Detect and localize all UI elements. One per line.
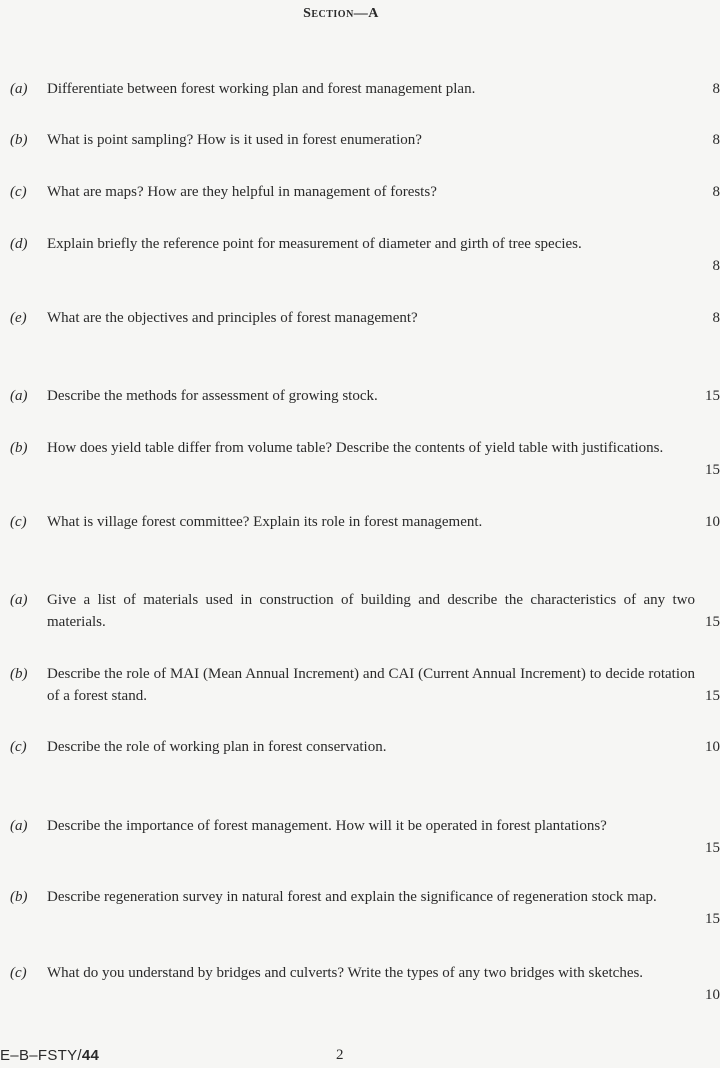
- question-label: (b): [10, 666, 28, 682]
- question-text: Describe the methods for assessment of growing stock.: [47, 388, 378, 404]
- question-label: (b): [10, 132, 28, 148]
- question-4c: [10, 962, 720, 1006]
- question-text: Describe the role of MAI (Mean Annual Increment) and CAI (Current Annual Increment) to decide rotation of a forest stand.: [47, 666, 695, 704]
- question-text: How does yield table differ from volume table? Describe the contents of yield table with justifications.: [47, 440, 664, 456]
- question-1d: [10, 233, 720, 277]
- question-text: Describe regeneration survey in natural forest and explain the significance of regeneration stock map.: [47, 889, 657, 905]
- question-text: What are the objectives and principles of forest management?: [47, 310, 418, 326]
- paper-code-number: 44: [81, 1047, 100, 1064]
- question-marks: 15: [705, 614, 720, 630]
- question-4a: [10, 815, 720, 859]
- question-marks: 15: [705, 911, 720, 927]
- question-label: (a): [10, 81, 28, 97]
- question-label: (b): [10, 440, 28, 456]
- question-text: What is point sampling? How is it used in forest enumeration?: [47, 132, 422, 148]
- question-text: What is village forest committee? Explain its role in forest management.: [47, 514, 483, 530]
- paper-code-prefix: E–B–FSTY/: [0, 1047, 82, 1064]
- question-marks: 8: [712, 132, 720, 148]
- question-label: (c): [10, 965, 27, 981]
- question-1c: [10, 181, 720, 203]
- question-4b: [10, 886, 720, 930]
- question-1b: [10, 129, 720, 151]
- question-text: Give a list of materials used in construction of building and describe the characteristics of any two materials.: [47, 592, 695, 630]
- question-2a: [10, 385, 720, 407]
- question-text: Describe the importance of forest management. How will it be operated in forest plantations?: [47, 818, 607, 834]
- question-marks: 10: [705, 739, 720, 755]
- question-marks: 15: [705, 388, 720, 404]
- question-text: Differentiate between forest working plan and forest management plan.: [47, 81, 476, 97]
- question-label: (c): [10, 184, 27, 200]
- question-marks: 15: [705, 688, 720, 704]
- question-marks: 10: [705, 987, 720, 1003]
- question-3b: [10, 663, 720, 707]
- question-label: (b): [10, 889, 28, 905]
- question-marks: 8: [712, 81, 720, 97]
- paper-code: [0, 1047, 99, 1064]
- question-label: (d): [10, 236, 28, 252]
- question-3a: [10, 589, 720, 633]
- question-text: Describe the role of working plan in forest conservation.: [47, 739, 387, 755]
- question-label: (c): [10, 739, 27, 755]
- question-1a: [10, 78, 720, 100]
- question-2c: [10, 511, 720, 533]
- question-1e: [10, 307, 720, 329]
- question-2b: [10, 437, 720, 481]
- question-text: Explain briefly the reference point for measurement of diameter and girth of tree species.: [47, 236, 582, 252]
- question-marks: 8: [712, 258, 720, 274]
- question-marks: 10: [705, 514, 720, 530]
- question-label: (a): [10, 592, 28, 608]
- question-3c: [10, 736, 720, 758]
- question-label: (c): [10, 514, 27, 530]
- question-marks: 15: [705, 462, 720, 478]
- question-label: (e): [10, 310, 27, 326]
- question-marks: 8: [712, 184, 720, 200]
- question-marks: 15: [705, 840, 720, 856]
- question-label: (a): [10, 818, 28, 834]
- section-title: Section—A: [303, 6, 379, 21]
- page-number: 2: [336, 1047, 344, 1063]
- question-marks: 8: [712, 310, 720, 326]
- question-label: (a): [10, 388, 28, 404]
- question-text: What are maps? How are they helpful in management of forests?: [47, 184, 437, 200]
- question-text: What do you understand by bridges and culverts? Write the types of any two bridges with sketches.: [47, 965, 644, 981]
